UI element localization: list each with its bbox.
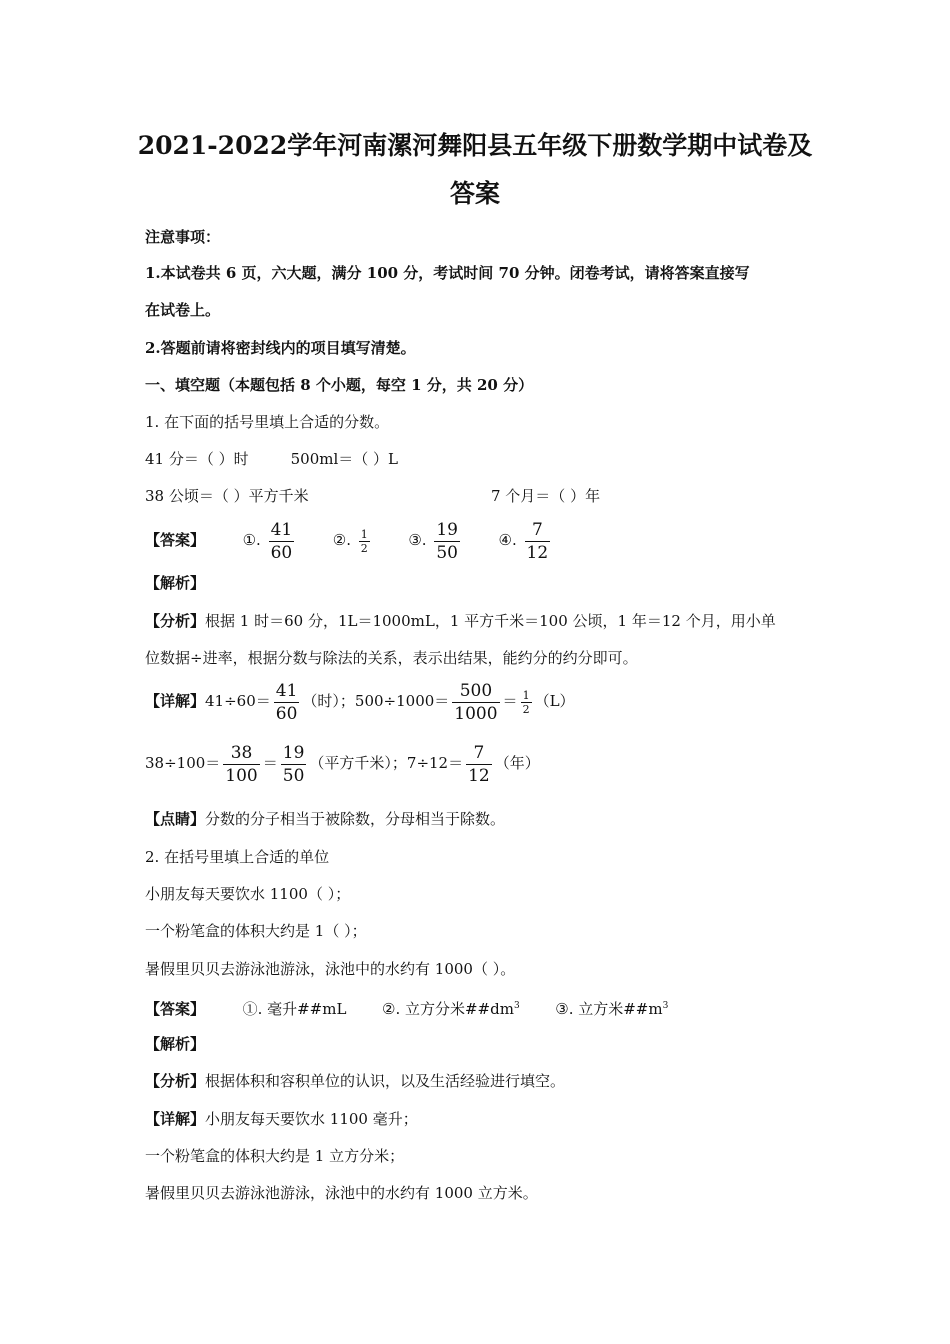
tip-label: 【点睛】: [145, 810, 206, 828]
q1-detail-line1: [145, 676, 575, 726]
answer-mark: ①.: [242, 531, 261, 549]
fraction: $\frac{1}{2}$: [522, 688, 530, 716]
section1-heading: 一、填空题（本题包括 8 个小题，每空 1 分，共 20 分）: [145, 376, 534, 394]
answer-fraction: $\frac{19}{50}$: [436, 519, 458, 563]
answer-label: 【答案】: [145, 531, 206, 549]
fenxi-label: 【分析】: [145, 612, 206, 630]
fraction: $\frac{500}{1000}$: [454, 680, 498, 724]
q2-answer: [145, 995, 668, 1020]
q2-detail-3: 暑假里贝贝去游泳池游泳，泳池中的水约有 1000 立方米。: [145, 1184, 538, 1202]
q1-blank-years: 7 个月＝（ ）年: [491, 487, 601, 505]
q2-detail: [145, 1108, 418, 1130]
detail-text: 小朋友每天要饮水 1100 毫升；: [205, 1110, 418, 1128]
answer-fraction: $\frac{7}{12}$: [526, 519, 549, 563]
answer-label: 【答案】: [145, 1000, 206, 1018]
answer-item: ②. 立方分米##dm: [382, 1000, 514, 1018]
q2-detail-2: 一个粉笔盒的体积大约是 1 立方分米；: [145, 1147, 405, 1165]
tip-text: 分数的分子相当于被除数，分母相当于除数。: [205, 810, 506, 828]
q1-tip: [145, 808, 505, 830]
q1-blank-hours: 41 分＝（ ）时: [145, 450, 249, 468]
superscript: 3: [513, 1001, 520, 1011]
answer-fraction: $\frac{41}{60}$: [270, 519, 293, 563]
q2-analysis: [145, 1070, 565, 1092]
q2-line3: 暑假里贝贝去游泳池游泳，泳池中的水约有 1000（ ）。: [145, 960, 516, 978]
answer-item: ③. 立方米##m: [555, 1000, 663, 1018]
q1-blank-km2: 38 公顷＝（ ）平方千米: [145, 487, 309, 505]
answer-mark: ②.: [332, 531, 351, 549]
expr: 38÷100＝: [145, 754, 221, 772]
q1-detail-line2: [145, 738, 540, 788]
doc-title-line1: 2021-2022学年河南漯河舞阳县五年级下册数学期中试卷及: [137, 131, 813, 160]
fraction: $\frac{38}{100}$: [225, 742, 258, 786]
expr: （平方千米）；7÷12＝: [309, 754, 464, 772]
fenxi-text: 根据 1 时＝60 分，1L＝1000mL，1 平方千米＝100 公顷，1 年＝12 个月，用小单: [205, 612, 776, 630]
q1-stem: 1. 在下面的括号里填上合适的分数。: [145, 413, 390, 431]
answer-mark: ③.: [408, 531, 427, 549]
q2-line2: 一个粉笔盒的体积大约是 1（ ）；: [145, 922, 367, 940]
unit: （L）: [534, 692, 575, 710]
fraction: $\frac{7}{12}$: [468, 742, 490, 786]
equals: ＝: [262, 754, 278, 772]
q1-row1: [145, 448, 398, 470]
doc-title-line2: 答案: [449, 179, 500, 208]
fenxi-text: 根据体积和容积单位的认识，以及生活经验进行填空。: [205, 1072, 566, 1090]
superscript: 3: [662, 1001, 669, 1011]
answer-fraction: $\frac{1}{2}$: [360, 527, 368, 555]
analysis-label: 【解析】: [145, 574, 206, 592]
expr: （时）；500÷1000＝: [302, 692, 450, 710]
equals: ＝: [502, 692, 518, 710]
fenxi-label: 【分析】: [145, 1072, 206, 1090]
fraction: $\frac{19}{50}$: [282, 742, 305, 786]
q2-line1: 小朋友每天要饮水 1100（ ）；: [145, 885, 351, 903]
detail-label: 【详解】: [145, 1110, 206, 1128]
q1-blank-liters: 500ml＝（ ）L: [290, 450, 399, 468]
unit: （年）: [494, 754, 540, 772]
analysis-label: 【解析】: [145, 1035, 206, 1053]
notice-item2: 2.答题前请将密封线内的项目填写清楚。: [145, 339, 416, 357]
fraction: $\frac{41}{60}$: [275, 680, 298, 724]
q1-answer: [145, 515, 553, 565]
q1-analysis-cont: 位数据÷进率，根据分数与除法的关系，表示出结果，能约分的约分即可。: [145, 649, 638, 667]
notice-item1-cont: 在试卷上。: [145, 301, 221, 319]
q1-row2: [145, 485, 600, 507]
q1-analysis: [145, 610, 776, 632]
detail-label: 【详解】: [145, 692, 206, 710]
expr: 41÷60＝: [205, 692, 271, 710]
answer-mark: ④.: [498, 531, 517, 549]
answer-item: ①. 毫升##mL: [242, 1000, 347, 1018]
notice-item1: 1.本试卷共 6 页，六大题，满分 100 分，考试时间 70 分钟。闭卷考试，请将答案直接写: [145, 264, 750, 282]
q2-stem: 2. 在括号里填上合适的单位: [145, 848, 330, 866]
notice-heading: 注意事项：: [145, 228, 221, 246]
